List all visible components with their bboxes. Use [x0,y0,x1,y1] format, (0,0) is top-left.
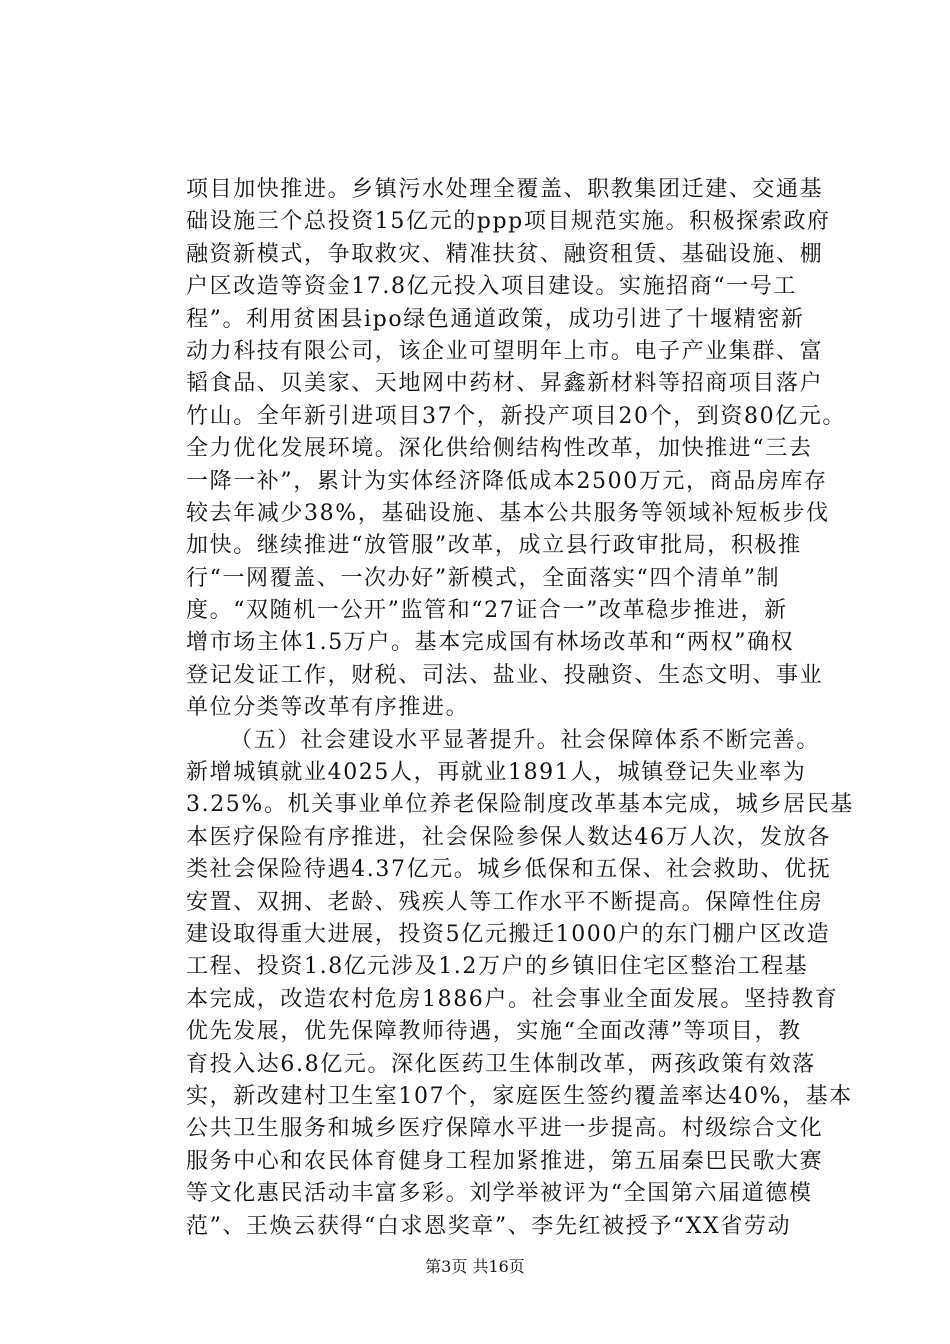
page-number-footer: 第3页 共16页 [425,1257,525,1276]
text-line: 程”。利用贫困县ipo绿色通道政策，成功引进了十堰精密新 [186,306,805,332]
text-line: 3.25%。机关事业单位养老保险制度改革基本完成，城乡居民基 [186,792,854,818]
text-line: 项目加快推进。乡镇污水处理全覆盖、职教集团迁建、交通基 [186,177,824,202]
text-line: 登记发证工作，财税、司法、盐业、投融资、生态文明、事业 [186,662,824,688]
text-line: 范”、王焕云获得“白求恩奖章”、李先红被授予“XX省劳动 [186,1213,792,1239]
text-line: 工程、投资1.8亿元涉及1.2万户的乡镇旧住宅区整治工程基 [186,954,809,980]
text-line: 公共卫生服务和城乡医疗保障水平进一步提高。村级综合文化 [186,1116,824,1142]
text-line: 韬食品、贝美家、天地网中药材、昇鑫新材料等招商项目落户 [186,371,824,397]
text-line: 等文化惠民活动丰富多彩。刘学举被评为“全国第六届道德模 [186,1181,813,1207]
text-line: 动力科技有限公司，该企业可望明年上市。电子产业集群、富 [186,338,824,364]
text-line: 单位分类等改革有序推进。 [186,695,470,721]
text-line: 育投入达6.8亿元。深化医药卫生体制改革，两孩政策有效落 [186,1051,816,1077]
text-line: 础设施三个总投资15亿元的ppp项目规范实施。积极探索政府 [186,209,831,235]
text-line: 类社会保险待遇4.37亿元。城乡低保和五保、社会救助、优抚 [186,857,832,883]
text-line: 安置、双拥、老龄、残疾人等工作水平不断提高。保障性住房 [186,889,824,915]
text-line: 服务中心和农民体育健身工程加紧推进，第五届秦巴民歌大赛 [186,1148,824,1174]
text-line: 一降一补”，累计为实体经济降低成本2500万元，商品房库存 [186,468,828,494]
text-line: 加快。继续推进“放管服”改革，成立县行政审批局，积极推 [186,533,802,559]
text-line: 优先发展，优先保障教师待遇，实施“全面改薄”等项目，教 [186,1019,802,1045]
text-line: 较去年减少38%，基础设施、基本公共服务等领域补短板步伐 [186,500,830,526]
body-text [186,174,854,1243]
text-line: 行“一网覆盖、一次办好”新模式，全面落实“四个清单”制 [186,565,781,591]
text-line: 竹山。全年新引进项目37个，新投产项目20个，到资80亿元。 [186,403,846,429]
text-line: 建设取得重大进展，投资5亿元搬迁1000户的东门棚户区改造 [186,921,831,947]
section-heading-line: （五）社会建设水平显著提升。社会保障体系不断完善。 [230,727,821,753]
text-line: 户区改造等资金17.8亿元投入项目建设。实施招商“一号工 [186,274,798,300]
text-line: 融资新模式，争取救灾、精准扶贫、融资租赁、基础设施、棚 [186,241,824,267]
text-line: 增市场主体1.5万户。基本完成国有林场改革和“两权”确权 [186,630,795,656]
text-line: 全力优化发展环境。深化供给侧结构性改革，加快推进“三去 [186,436,813,462]
text-line: 新增城镇就业4025人，再就业1891人，城镇登记失业率为 [186,760,807,786]
text-line: 本医疗保险有序推进，社会保险参保人数达46万人次，发放各 [186,824,831,850]
text-line: 度。“双随机一公开”监管和“27证合一”改革稳步推进，新 [186,598,788,624]
text-line: 实，新改建村卫生室107个，家庭医生签约覆盖率达40%，基本 [186,1083,853,1109]
text-line: 本完成，改造农村危房1886户。社会事业全面发展。坚持教育 [186,986,839,1012]
